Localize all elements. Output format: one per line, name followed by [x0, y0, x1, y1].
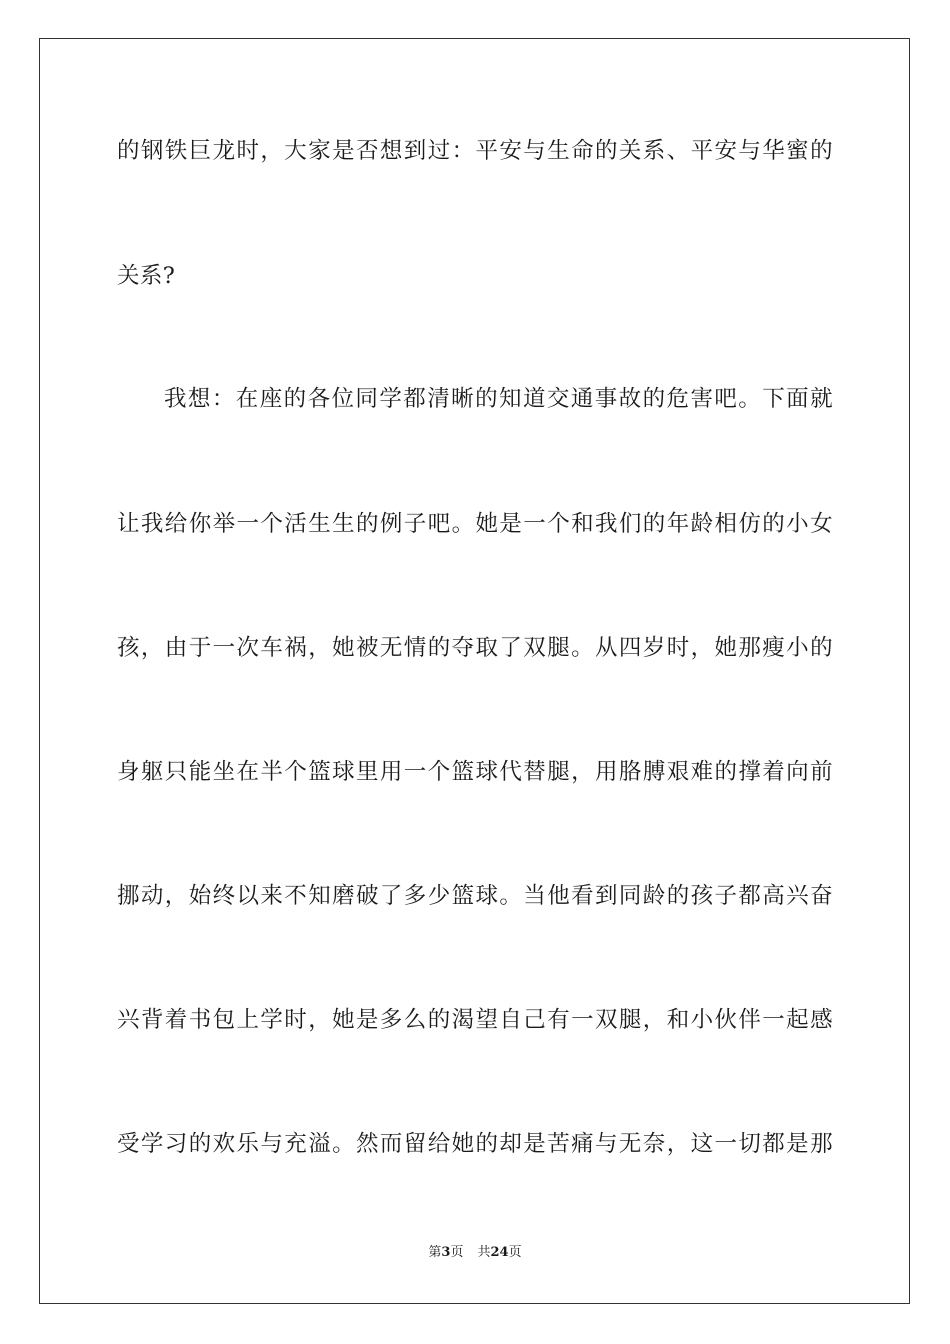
- body-line-2: 关系?: [117, 263, 176, 289]
- body-line-3: 我想：在座的各位同学都清晰的知道交通事故的危害吧。下面就: [164, 386, 833, 412]
- body-line-9: 受学习的欢乐与充溢。然而留给她的却是苦痛与无奈，这一切都是那: [117, 1131, 833, 1157]
- footer-page-suffix: 页: [450, 1245, 464, 1260]
- footer-total-suffix: 页: [508, 1245, 522, 1260]
- footer-page-number: 3: [441, 1245, 451, 1260]
- body-line-4: 让我给你举一个活生生的例子吧。她是一个和我们的年龄相仿的小女: [117, 511, 833, 537]
- page-footer: [0, 1244, 950, 1262]
- body-line-5: 孩，由于一次车祸，她被无情的夺取了双腿。从四岁时，她那瘦小的: [117, 635, 833, 661]
- footer-total-prefix: 共: [477, 1245, 491, 1260]
- footer-total-number: 24: [490, 1245, 509, 1260]
- body-line-6: 身躯只能坐在半个篮球里用一个篮球代替腿，用胳膊艰难的撑着向前: [117, 759, 833, 785]
- body-line-7: 挪动，始终以来不知磨破了多少篮球。当他看到同龄的孩子都高兴奋: [117, 883, 833, 909]
- footer-page-prefix: 第: [428, 1245, 442, 1260]
- body-line-1: 的钢铁巨龙时，大家是否想到过：平安与生命的关系、平安与华蜜的: [117, 138, 833, 164]
- page-border: [39, 38, 910, 1304]
- body-line-8: 兴背着书包上学时，她是多么的渴望自己有一双腿，和小伙伴一起感: [117, 1007, 833, 1033]
